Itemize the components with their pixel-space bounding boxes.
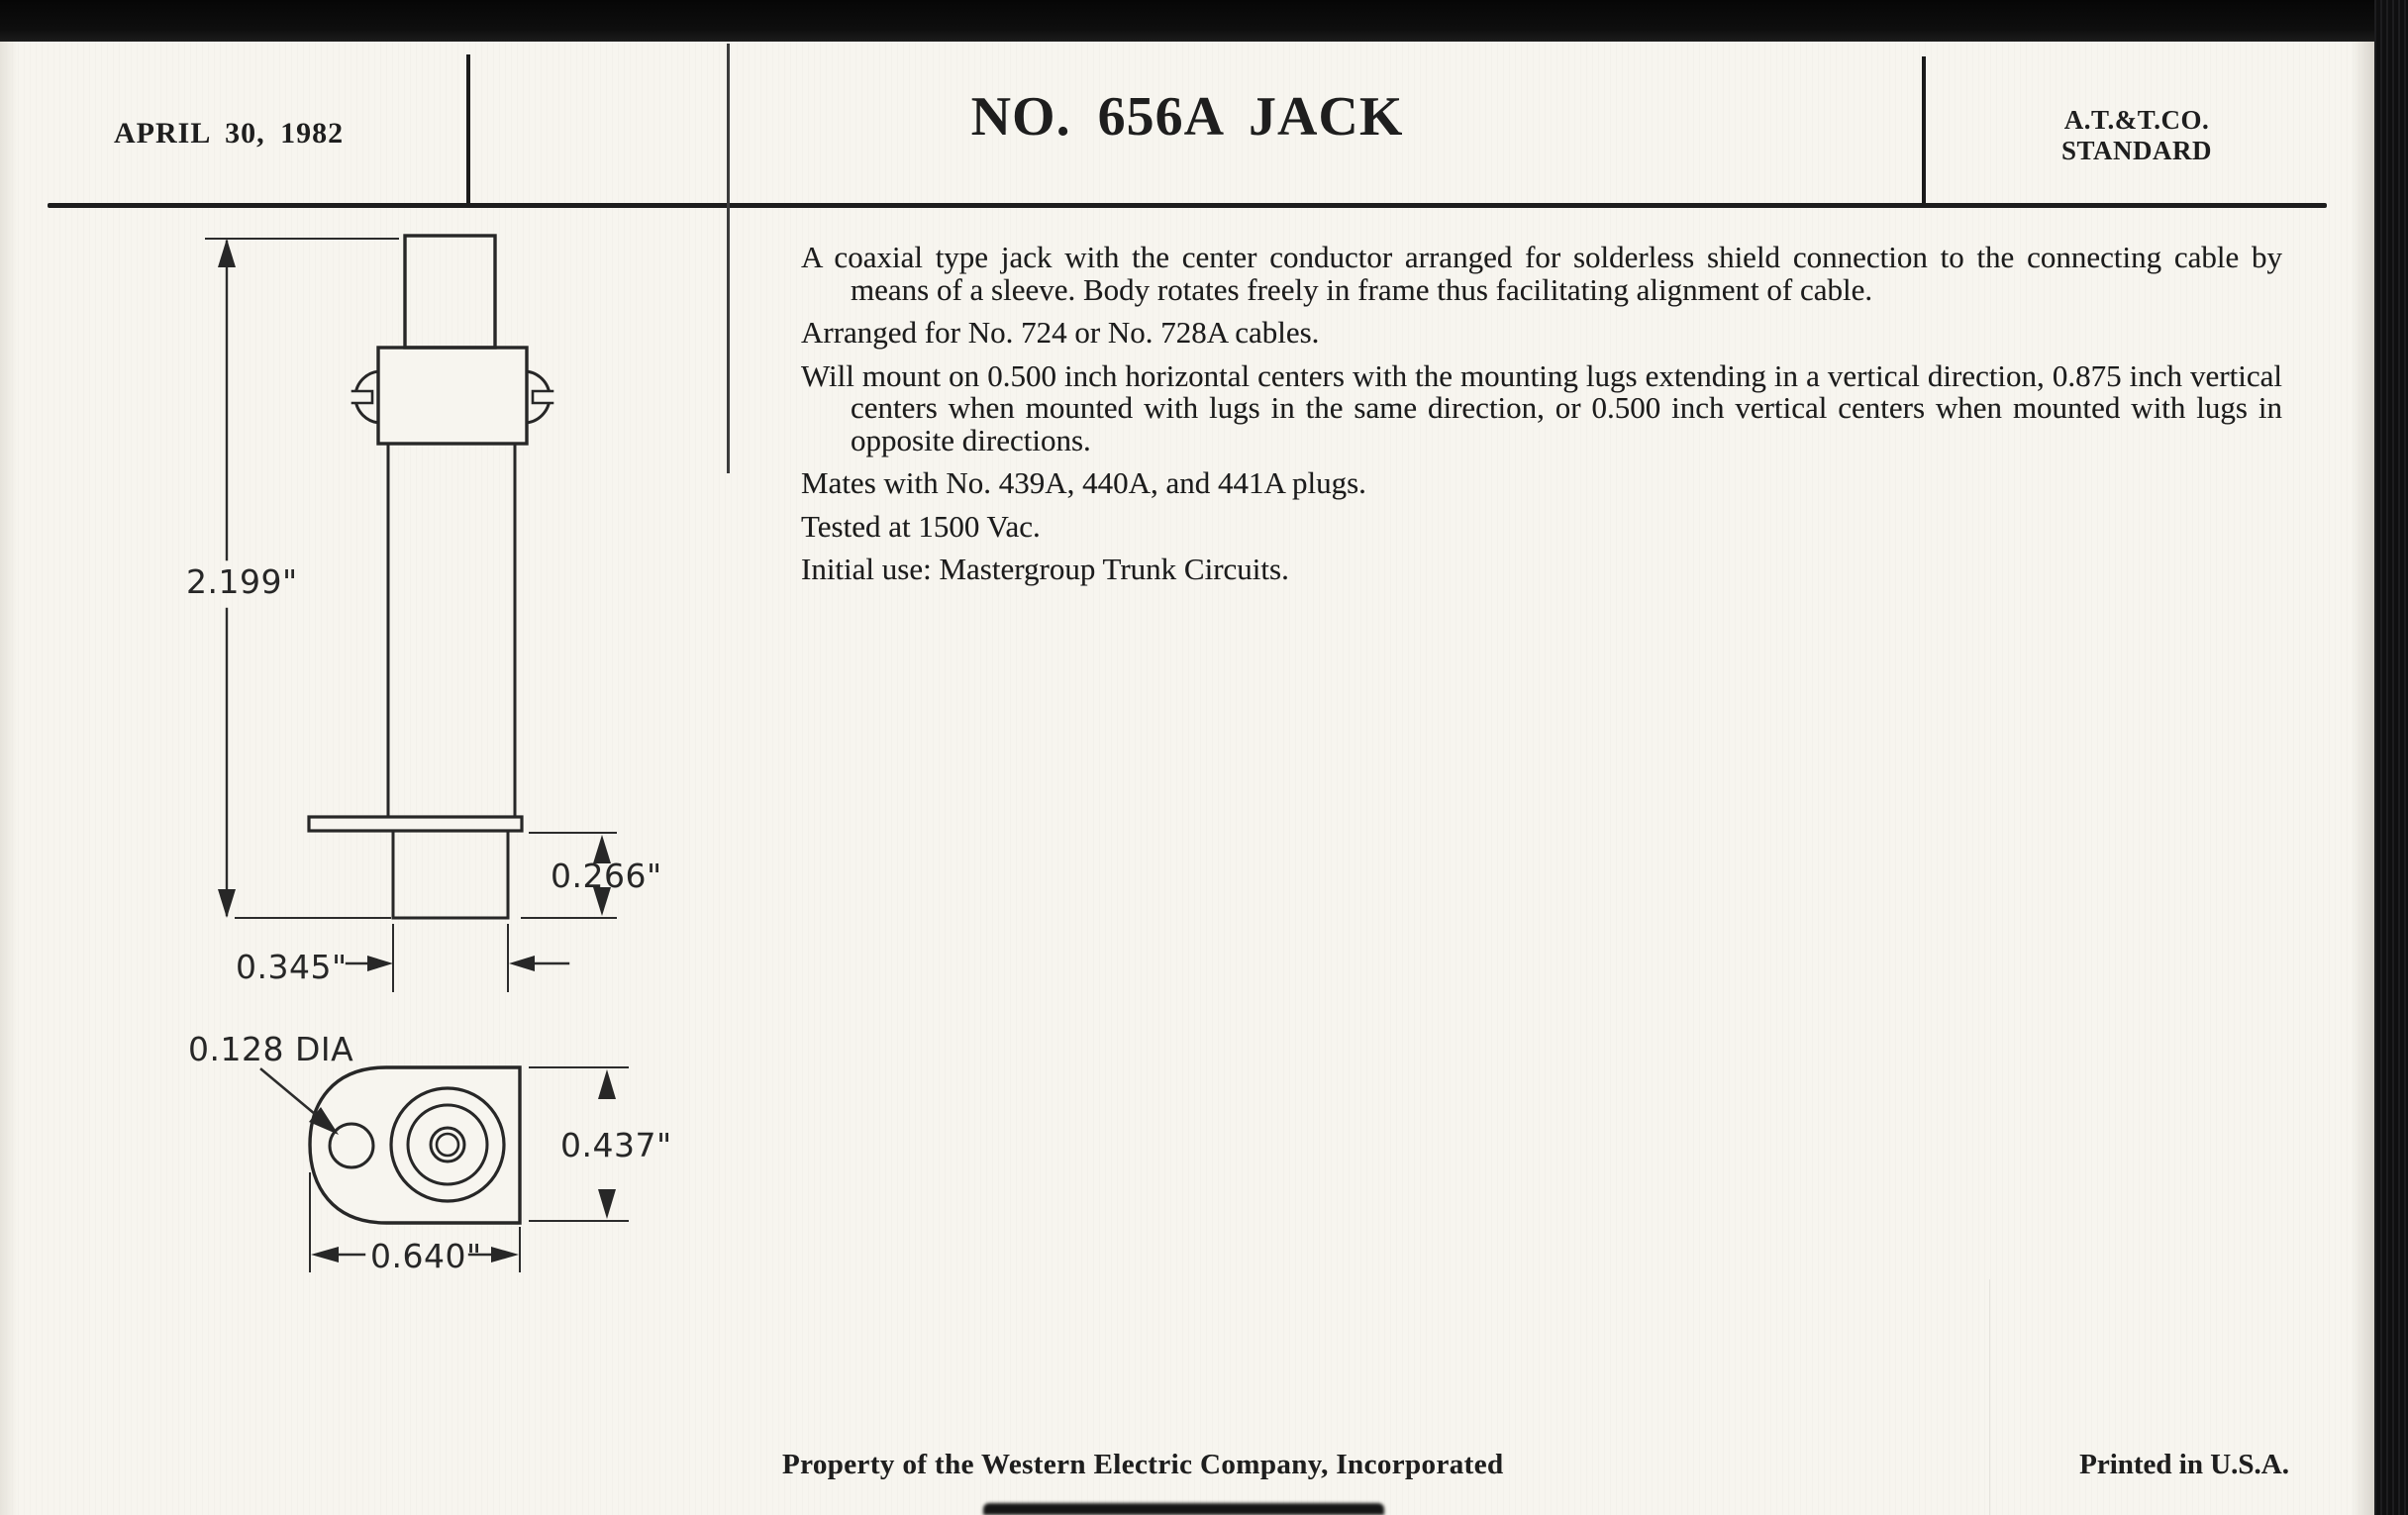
- org-name: A.T.&T.CO.: [2063, 105, 2210, 135]
- hole-diameter-dimension: 0.128 DIA: [188, 1030, 354, 1068]
- scan-artifact-bottom-smudge: [983, 1503, 1384, 1515]
- left-lug-slot: [352, 391, 372, 403]
- stub-length-dimension: 0.266": [551, 857, 662, 895]
- description-text: [801, 242, 2282, 597]
- jack-flange: [309, 817, 522, 831]
- header-rule: [48, 203, 2327, 208]
- issue-date: APRIL 30, 1982: [114, 117, 345, 150]
- jack-nut-body: [378, 348, 527, 444]
- jack-side-view: [309, 236, 552, 918]
- printed-in-usa: Printed in U.S.A.: [2079, 1449, 2289, 1480]
- description-paragraph: Will mount on 0.500 inch horizontal centers with the mounting lugs extending in a vertical direction, 0.875 inch vertical centers when mounted with lugs in the same direction, or 0.500 inch vertical centers when mounted with lugs in opposite directions.: [801, 357, 2282, 457]
- page-title: NO. 656A JACK: [970, 86, 1404, 148]
- jack-bottom-view: [310, 1067, 520, 1223]
- description-paragraph: Mates with No. 439A, 440A, and 441A plugs.: [801, 465, 1366, 500]
- description-paragraph: Arranged for No. 724 or No. 728A cables.: [801, 315, 1320, 350]
- jack-technical-drawing: [149, 218, 733, 1376]
- org-standard-label: [1939, 105, 2335, 166]
- stub-diameter-dimension: 0.345": [236, 948, 348, 986]
- description-paragraph: Tested at 1500 Vac.: [801, 508, 1041, 544]
- scan-fold-line: [1989, 1279, 1990, 1515]
- page-right-edge-shading: [2351, 42, 2374, 1515]
- property-notice: Property of the Western Electric Company, Incorporated: [782, 1449, 1504, 1480]
- document-page: [0, 42, 2374, 1515]
- plate-width-dimension: 0.640": [370, 1237, 482, 1275]
- scan-artifact-right-bar: [2374, 0, 2408, 1515]
- right-lug-slot: [533, 391, 552, 403]
- description-paragraph: A coaxial type jack with the center conductor arranged for solderless shield connection to the connecting cable by means of a sleeve. Body rotates freely in frame thus facilitating alignment of cable.: [801, 240, 2282, 307]
- description-paragraph: Initial use: Mastergroup Trunk Circuits.: [801, 552, 1289, 586]
- overall-height-dimension: 2.199": [186, 562, 298, 601]
- org-standard: STANDARD: [2060, 136, 2212, 165]
- header-divider-right: [1922, 56, 1926, 203]
- scan-artifact-top-bar: [0, 0, 2408, 42]
- jack-top-stub: [405, 236, 495, 348]
- plate-height-dimension: 0.437": [560, 1126, 672, 1164]
- page-left-edge-shading: [0, 42, 18, 1515]
